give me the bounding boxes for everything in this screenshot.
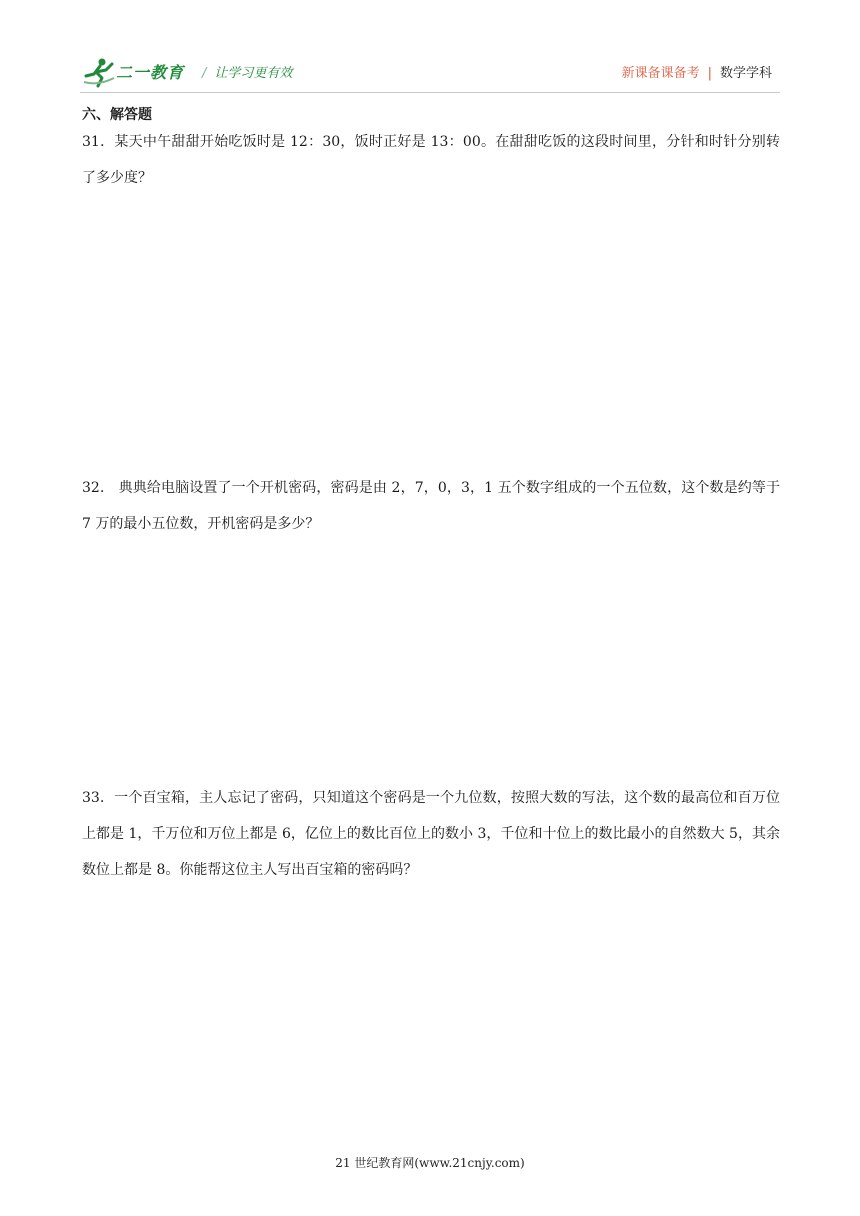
- header-right: [622, 62, 772, 81]
- question-32: 32． 典典给电脑设置了一个开机密码，密码是由 2，7，0，3，1 五个数字组成的一个五位数，这个数是约等于 7 万的最小五位数，开机密码是多少？: [82, 480, 780, 532]
- slogan-text: 让学习更有效: [214, 66, 293, 81]
- section-title: 六、解答题: [82, 107, 152, 123]
- header-separator-icon: |: [707, 66, 712, 81]
- question-33: 33．一个百宝箱，主人忘记了密码，只知道这个密码是一个九位数，按照大数的写法，这个数的最高位和百万位上都是 1，千万位和万位上都是 6，亿位上的数比百位上的数小 3，千位和十位上的数比最小的自然数大 5，其余数位上都是 8。你能帮这位主人写出百宝箱的密码吗？: [82, 790, 780, 878]
- slogan-divider-icon: /: [202, 66, 207, 81]
- page-header: [0, 0, 860, 100]
- logo-text: 二一教育: [116, 63, 185, 82]
- brand-label: 新课备课备考: [621, 66, 700, 81]
- logo: [82, 56, 194, 90]
- slogan: [202, 62, 292, 81]
- question-31: 31．某天中午甜甜开始吃饭时是 12：30，饭时正好是 13：00。在甜甜吃饭的这段时间里，分针和时针分别转了多少度？: [82, 134, 780, 186]
- footer: 21 世纪教育网(www.21cnjy.com): [335, 1156, 525, 1170]
- subject-label: 数学学科: [719, 66, 772, 81]
- runner-icon: [82, 56, 116, 90]
- header-rule: [80, 92, 780, 93]
